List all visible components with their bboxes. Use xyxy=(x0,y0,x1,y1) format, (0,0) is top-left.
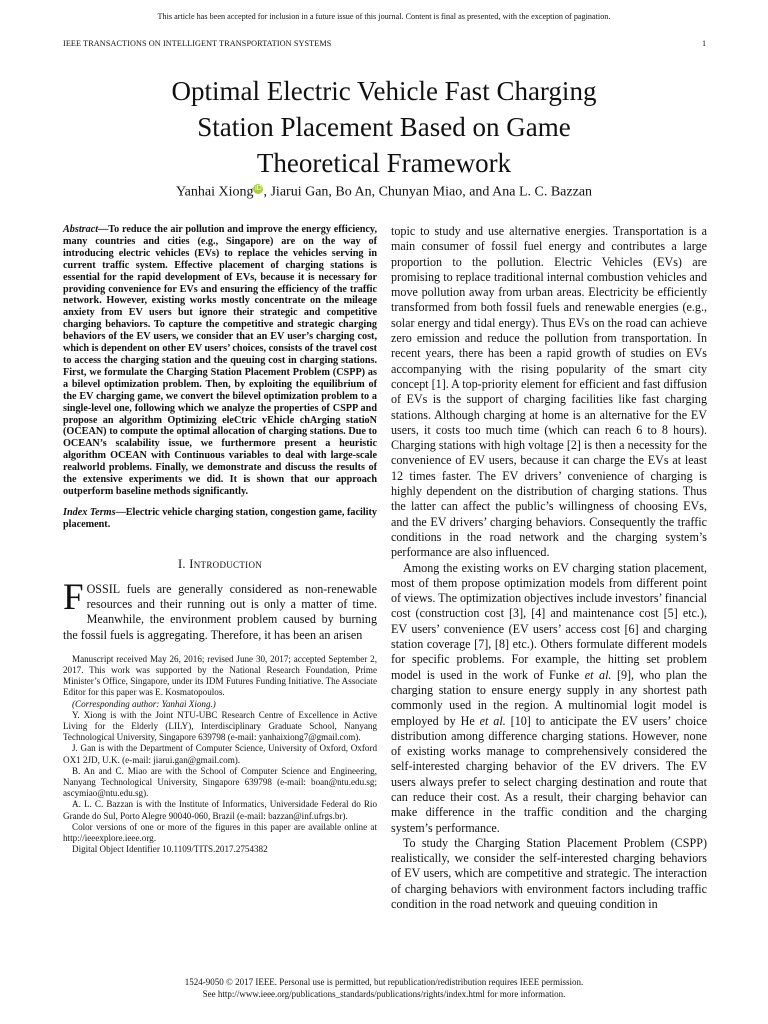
copyright-notice xyxy=(0,977,768,1000)
index-terms-text: Electric vehicle charging station, congestion game, facility placement. xyxy=(63,506,377,530)
et-al: et al. xyxy=(584,667,612,682)
abstract-text: To reduce the air pollution and improve the energy efficiency, many countries and cities (e.g., Singapore) are on the way of introducing electric vehicles (EVs) to replace the vehicles serving in current traffic system. Effective placement of charging stations is essential for the rapid development of EVs, because it is necessary for providing convenience for EVs and ensuring the efficiency of the traffic network. However, existing works mostly concentrate on the mileage anxiety from EV users but ignore their strategic and competitive charging behaviors. To capture the competitive and strategic charging behaviors of the EV users, we consider that an EV user’s charging cost, which is dependent on other EV users’ choices, consists of the travel cost to access the charging station and the queuing cost in charging stations. First, we formulate the Charging Station Placement Problem (CSPP) as a bilevel optimization problem. Then, by exploiting the equilibrium of the EV charging game, we convert the bilevel optimization problem to a single-level one, following which we analyze the properties of CSPP and propose an algorithm Optimizing eleCtric vEhicle chArging statioN (OCEAN) to compute the optimal allocation of charging stations. Due to OCEAN’s scalability issue, we furthermore present a heuristic algorithm OCEAN with Continuous variables to deal with large-scale realworld problems. Finally, we demonstrate and discuss the results of the extensive experiments we did. It is shown that our approach outperform baseline methods significantly. xyxy=(63,224,377,497)
paper-title xyxy=(0,73,768,181)
drop-cap: F xyxy=(63,576,84,618)
right-column xyxy=(391,224,707,912)
index-terms-label: Index Terms xyxy=(63,506,116,518)
abstract-label: Abstract xyxy=(63,224,99,235)
footnote-doi: Digital Object Identifier 10.1109/TITS.2017.2754382 xyxy=(72,844,268,855)
footnote-color: Color versions of one or more of the figures in this paper are available online at http://ieeexplore.ieee.org. xyxy=(63,821,377,844)
abstract-dash: — xyxy=(98,224,109,235)
footnote-affiliation: A. L. C. Bazzan is with the Institute of Informatics, Universidade Federal do Rio Grande do Sul, Porto Alegre 90040-060, Brazil (e-mail: bazzan@inf.ufrgs.br). xyxy=(63,799,377,821)
abstract xyxy=(63,224,377,498)
page-number: 1 xyxy=(702,39,707,48)
paragraph-1: topic to study and use alternative energies. Transportation is a main consumer of fossil fuel energy and contributes a large proportion to the pollution. Electric Vehicles (EVs) are promising to replace traditional internal combustion vehicles and move pollution away from urban areas. Electricity be efficiently transformed from both fossil fuels and renewable energies (e.g., solar energy and tidal energy). Thus EVs on the road can achieve zero emission and reduce the pollution from transportation. In recent years, there has been a rapid growth of studies on EVs accompanying with the rising popularity of the smart city concept [1]. A top-priority element for efficient and fast diffusion of EVs is the support of charging facilities like fast charging stations. Although charging at home is an alternative for the EV users, it costs too much time (which can reach 6 to 8 hours). Charging stations with high voltage [2] is then a necessity for the convenience of EV users, because it can charge the EVs at least 12 times faster. The EV drivers’ convenience of charging is highly dependent on the distribution of charging stations. Thus the latter can affect the public’s willingness of choosing EVs, and the EV drivers’ charging behaviors. Consequently the traffic conditions in the road network and the charging system’s performance are also influenced. xyxy=(391,224,707,560)
footnote-affiliation: J. Gan is with the Department of Computer Science, University of Oxford, Oxford OX1 2JD, U.K. (e-mail: jiarui.gan@gmail.com). xyxy=(63,743,377,765)
author-list xyxy=(0,184,768,201)
journal-name: IEEE TRANSACTIONS ON INTELLIGENT TRANSPORTATION SYSTEMS xyxy=(63,39,332,48)
section-number: I. xyxy=(177,556,186,571)
orcid-icon[interactable]: iD xyxy=(255,185,262,192)
title-line-2: Station Placement Based on Game xyxy=(197,112,571,142)
paragraph-2 xyxy=(391,561,707,836)
title-line-3: Theoretical Framework xyxy=(256,148,512,178)
footnote-manuscript: Manuscript received May 26, 2016; revised June 30, 2017; accepted September 2, 2017. This work was supported by the National Research Foundation, Prime Minister’s Office, Singapore, under its IDM Futures Funding Initiative. The Associate Editor for this paper was E. Kosmatopoulos. xyxy=(63,653,377,698)
footnote-affiliation: B. An and C. Miao are with the School of Computer Science and Engineering, Nanyang Technological University, Singapore 639798 (e-mail: boan@ntu.edu.sg; ascymiao@ntu.edu.sg). xyxy=(63,765,377,799)
index-terms xyxy=(63,507,377,531)
first-author: Yanhai Xiong xyxy=(175,184,254,200)
footnote-corresponding: (Corresponding author: Yanhai Xiong.) xyxy=(72,698,216,709)
other-authors: , Jiarui Gan, Bo An, Chunyan Miao, and Ana L. C. Bazzan xyxy=(263,184,593,200)
paragraph-2-part-c: [10] to anticipate the EV users’ choice distribution among difference charging stations. However, none of existing works manage to comprehensively considered the self-interested charging behavior of the EV drivers. The EV users always prefer to select charging destination and route that can reduce their cost. As a result, their charging behavior can make difference in the traffic condition and the charging system’s performance. xyxy=(391,713,707,835)
first-word: OSSIL xyxy=(86,581,121,596)
accepted-notice: This article has been accepted for inclusion in a future issue of this journal. Content is final as presented, with the exception of pagination. xyxy=(157,12,611,21)
copyright-line-2: See http://www.ieee.org/publications_standards/publications/rights/index.html for more information. xyxy=(202,988,566,999)
section-heading xyxy=(63,557,377,572)
left-column xyxy=(63,224,377,856)
footnotes xyxy=(63,654,377,856)
paragraph-3: To study the Charging Station Placement Problem (CSPP) realistically, we consider the self-interested charging behaviors of EV users, which are competitive and strategic. The interaction of charging behaviors with environment factors including traffic condition in the road network and queuing condition in xyxy=(391,835,707,912)
paragraph-2-part-a: Among the existing works on EV charging station placement, most of them propose optimization models from different point of views. The optimization objectives include investors’ financial cost (construction cost [3], [4] and maintenance cost [5] etc.), EV users’ convenience (EV users’ access cost [6] and charging station coverage [7], [8] etc.). Others formulate different models for specific problems. For example, the hitting set problem model is used in the work of Funke xyxy=(391,560,707,682)
intro-paragraph xyxy=(63,576,377,643)
index-terms-dash: — xyxy=(115,506,126,518)
intro-text: fuels are generally considered as non-renewable resources and their running out is only a matter of time. Meanwhile, the environment problem caused by burning the fossil fuels is aggregating. Therefore, it has been an arisen xyxy=(63,581,377,642)
copyright-line-1: 1524-9050 © 2017 IEEE. Personal use is permitted, but republication/redistribution requires IEEE permission. xyxy=(184,977,584,987)
title-line-1: Optimal Electric Vehicle Fast Charging xyxy=(171,76,597,106)
section-title: Introduction xyxy=(189,556,263,571)
et-al: et al. xyxy=(479,713,506,728)
paragraph-2-part-b: [9], who plan the charging station to ensure energy supply in any shortest path commonly used in the region. A multinomial logit model is employed by He xyxy=(391,667,707,728)
footnote-affiliation: Y. Xiong is with the Joint NTU-UBC Research Centre of Excellence in Active Living for the Elderly (LILY), Interdisciplinary Graduate School, Nanyang Technological University, Singapore 639798 (e-mail: yanhaixiong7@gmail.com). xyxy=(63,709,377,743)
